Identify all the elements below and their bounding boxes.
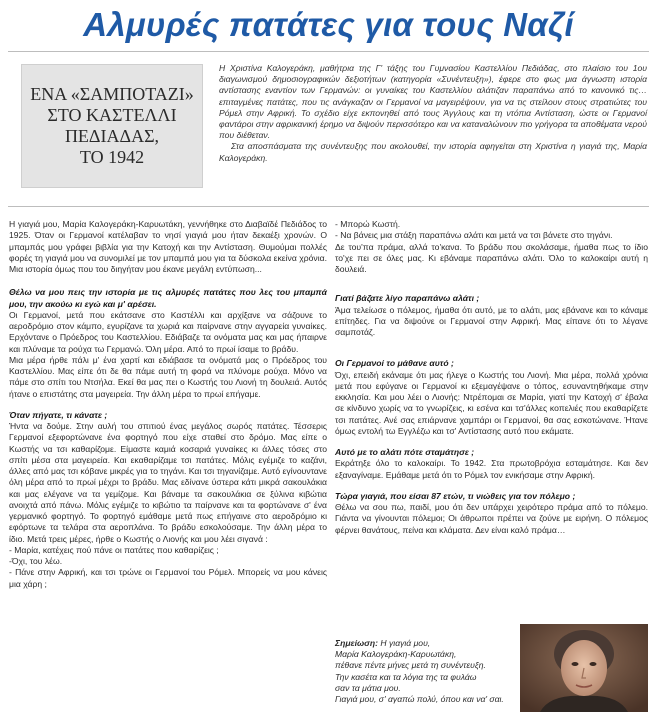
note-line: Την κασέτα και τα λόγια της τα φυλάω [335, 671, 477, 682]
paragraph: Οι Γερμανοί, μετά που εκάτσανε στο Καστέλλι και αρχίξανε να σάζουνε το αεροδρόμιο στον κάμπο, εγυρίζανε τα χωριά και παίρνανε στην αγγαρεία γυναίκες. Ερχόντανε ο Πρόεδρος του Καστελλίου. Εδιάβαζε τα ονόματα μας και μας ήπαιρνε και πλύναμε τα ρούχα τω Γερμανώ. Όλη μέρα. Από το πρωί ίσαμε το βράδυ. [9, 309, 327, 354]
question: Όταν πήγατε, τι κάνατε ; [9, 409, 108, 420]
intro-paragraph [219, 63, 647, 164]
paragraph: Όχι, επειδή εκάναμε ότι μας ήλεγε ο Κωστής του Λιονή. Μια μέρα, πολλά χρόνια μετά που εφύγανε οι Γερμανοί κι εξεμαγέψανε ο τόπος, εσυναντηθήκαμε στην εκκλησία. Και μου λέει ο Λιονής: Ντρέπομαι σε Μαρία, γιατί την Κατοχή σ' έβαλα σε κίνδυνο χωρίς να το γνωρίζεις, κι εσένα και τσ'άλλες κοπελιές που εκαθαρίζετε τσι πατάτες. Ανέ σας επιάρνανε χαμπάρι οι Γερμανοί, θα σας εσκοτώνανε. Ήτανε όμως εντολή τω Εγγλέζω και τσ' Αντίστασης αυτό που εκάματε. [335, 369, 648, 436]
portrait-image [520, 624, 648, 712]
question: Γιατί βάζατε λίγο παραπάνω αλάτι ; [335, 293, 480, 304]
left-column [9, 219, 327, 590]
grandmother-photo [520, 624, 648, 712]
top-divider [8, 51, 649, 52]
section-divider [8, 206, 649, 207]
note-line: Μαρία Καλογεράκη-Καρυωτάκη, [335, 649, 457, 660]
dialogue-line: - Μαρία, κατέχεις πού πάνε οι πατάτες που καθαρίζεις ; [9, 544, 219, 555]
paragraph: Θέλω να σου πω, παιδί, μου ότι δεν υπάρχει χειρότερο πράμα από το πόλεμο. Γιάντα να γίνουνται πόλεμοι; Οι άθρωποι πρέπει να ζούνε με ειρήνη. Ο πόλεμος φέρνει θανάτους, πείνα και κλάματα. Δεν είναι καλό πράμα… [335, 502, 648, 535]
note-block [335, 638, 515, 705]
note-line: Γιαγιά μου, σ' αγαπώ πολύ, όπου και να' σαι. [335, 694, 504, 705]
intro-text-2: Στα αποσπάσματα της συνέντευξης που ακολουθεί, την ιστορία αφηγείται στη Χριστίνα η γιαγιά της, Μαρία Καλογεράκη. [219, 141, 647, 163]
note-label: Σημείωση: [335, 638, 378, 648]
article-title: Αλμυρές πατάτες για τους Ναζί [83, 6, 574, 43]
dialogue-line: - Μπορώ Κωστή. [335, 219, 401, 229]
subtitle-box [21, 64, 203, 188]
right-column [335, 219, 648, 536]
note-line: πέθανε πέντε μήνες μετά τη συνέντευξη. [335, 660, 486, 671]
paragraph: Η γιαγιά μου, Μαρία Καλογεράκη-Καρυωτάκη, γεννήθηκε στο Διαβαϊδέ Πεδιάδος το 1925. Όταν οι Γερμανοί κατέλαβαν το νησί γιαγιά μου ήταν δεκαέξι χρονών. Ο μπαμπάς μου γράφει βιβλία για την Κατοχή και την Αντίσταση. Θυμούμαι πολλές φορές τη γιαγιά μου να συνομιλεί με τον μπαμπά μου για τα δύσκολα εκείνα χρόνια. Μια ιστορία όμως που του διηγήταν μου έκανε μεγάλη εντύπωση... [9, 219, 327, 274]
subtitle-text: ΕΝΑ «ΣΑΜΠΟΤΑΖΙ» ΣΤΟ ΚΑΣΤΕΛΛΙ ΠΕΔΙΑΔΑΣ, ΤΟ 1942 [30, 84, 194, 167]
dialogue-line: - Να βάνεις μια στάξη παραπάνω αλάτι και μετά να τσι βάνετε στο τηγάνι. [335, 230, 613, 241]
paragraph: Δε του'πα πράμα, αλλά το'κανα. Το βράδυ που σκολάσαμε, ήμαθα πως το ίδιο το'χε πει σε όλες μας. Κι εβάναμε παραπάνω αλάτι. Όλο το καλοκαίρι αυτή η δουλειά. [335, 241, 648, 274]
paragraph: Εκράτηξε όλο το καλοκαίρι. Το 1942. Στα πρωτοβρόχια εσταμάτησε. Και δεν εξαναγίναμε. Εμάθαμε μετά ότι το Ρόμελ τον ενικήσαμε στην Αφρική. [335, 458, 648, 480]
question: Αυτό με το αλάτι πότε σταμάτησε ; [335, 447, 475, 457]
intro-text: Η Χριστίνα Καλογεράκη, μαθήτρια της Γ' τάξης του Γυμνασίου Καστελλίου Πεδιάδας, στο πλαίσιο του 1ου διαγωνισμού δημοσιογραφικών δεξιοτήτων (κατηγορία «Συνέντευξη»), έφερε στο φως μια άγνωστη ιστορία αντίστασης εναντίον των Γερμανών: οι γυναίκες του Καστελλίου αλάτιζαν παραπάνω από το κανονικό τις… επιταγμένες πατάτες, που τις ανάγκαζαν οι Γερμανοί να μαγειρέψουν, για να τις στείλουν στους στρατιώτες του Ρόμελ στην Αφρική. Το σχέδιο είχε εκπονηθεί από τους Άγγλους και τη ντόπια Αντίσταση, ώστε οι Γερμανοί φαντάροι στην αφρικανική έρημο να διψούν περισσότερο και να καταναλώνουν πιο γρήγορα τα αποθέματα νερού που διέθεταν. [219, 63, 647, 141]
question: Θέλω να μου πεις την ιστορία με τις αλμυρές πατάτες που λες του μπαμπά μου, την ακούω κι εγώ και μ' αρέσει. [9, 287, 327, 309]
dialogue-line: -Όχι, του λέω. [9, 556, 63, 566]
paragraph: Ήντα να δούμε. Στην αυλή του σπιτιού ένας μεγάλος σωρός πατάτες. Τέσσερις Γερμανοί εξεφορτώνανε ένα φορτηγό που είχε σταθεί στο δρόμο. Μας είπε ο Κωστής να τσι καθαρίζομε. Είμαστε καμιά κοσαριά γυναίκες κι άλλες τόσες στο σπίτι μέσα στα μαγειρεία. Και εκαθαρίζαμε τσι πατάτες. Μόλις εγέμιζε το καζάνι, άλλες από μας τσι κόβανε μικρές για το τηγάνι. Και τσι τηγανίζαμε. Αυτό εγίνουντανε όλη μέρα από το πρωί μέχρι το βράδυ. Μας εδίνανε ύστερα κάτι μικρά σακουλάκια και μας ελέγανε να τα γεμίζομε. Και βάναμε τα σακουλάκια σε ξύλινα κιβώτια ανοιχτά από πάνω. Μόλις εγέμιζε το κιβώτιο τα παίρνανε και τα φορτώνανε σ' ένα γερμανικό φορτηγό. Το φορτηγό εμάθαμε μετά πως επήγαινε στο αεροδρόμιο κι εφόρτωνε τα τελάρα στα αεροπλάνα. Το βράδυ εσκολούσαμε. Την άλλη μέρα το ίδιο. Μετά τρεις μέρες, ήρθε ο Κωστής ο Λιονής και μου λέει σιγανά : [9, 421, 327, 544]
note-line: Η γιαγιά μου, [378, 638, 431, 648]
dialogue-line: - Πάνε στην Αφρική, και τσι τρώνε οι Γερμανοί του Ρόμελ. Μπορείς να μου κάνεις μια χάρη ; [9, 567, 327, 589]
paragraph: Μια μέρα ήρθε πάλι μ' ένα χαρτί και εδιάβασε τα ονόματά μας ο Πρόεδρος του Καστελλίου. Μας είπε ότι δε θα πάμε αυτή τη φορά να πλύνομε ρούχα. Μόνο να πάμε στο σπίτι του Ντσήλα. Εκεί θα μας πει ο Κωστής του Λιονή τη δουλειά. Αυτός ήτανε ο επιστάτης στα μαγειρεία. Την άλλη μέρα το πρωί επήγαμε. [9, 354, 327, 399]
paragraph: Άμα τελείωσε ο πόλεμος, ήμαθα ότι αυτό, με το αλάτι, μας εβάνανε και το κάναμε επίτηδες. Για να διψούνε οι Γερμανοί στην Αφρική. Μας είπανε ότι το λέγανε σαμποτάζ. [335, 304, 648, 337]
note-line: σαν τα μάτια μου. [335, 682, 401, 693]
question: Οι Γερμανοί το μάθανε αυτό ; [335, 358, 454, 369]
question: Τώρα γιαγιά, που είσαι 87 ετών, τι νιώθεις για τον πόλεμο ; [335, 490, 576, 501]
